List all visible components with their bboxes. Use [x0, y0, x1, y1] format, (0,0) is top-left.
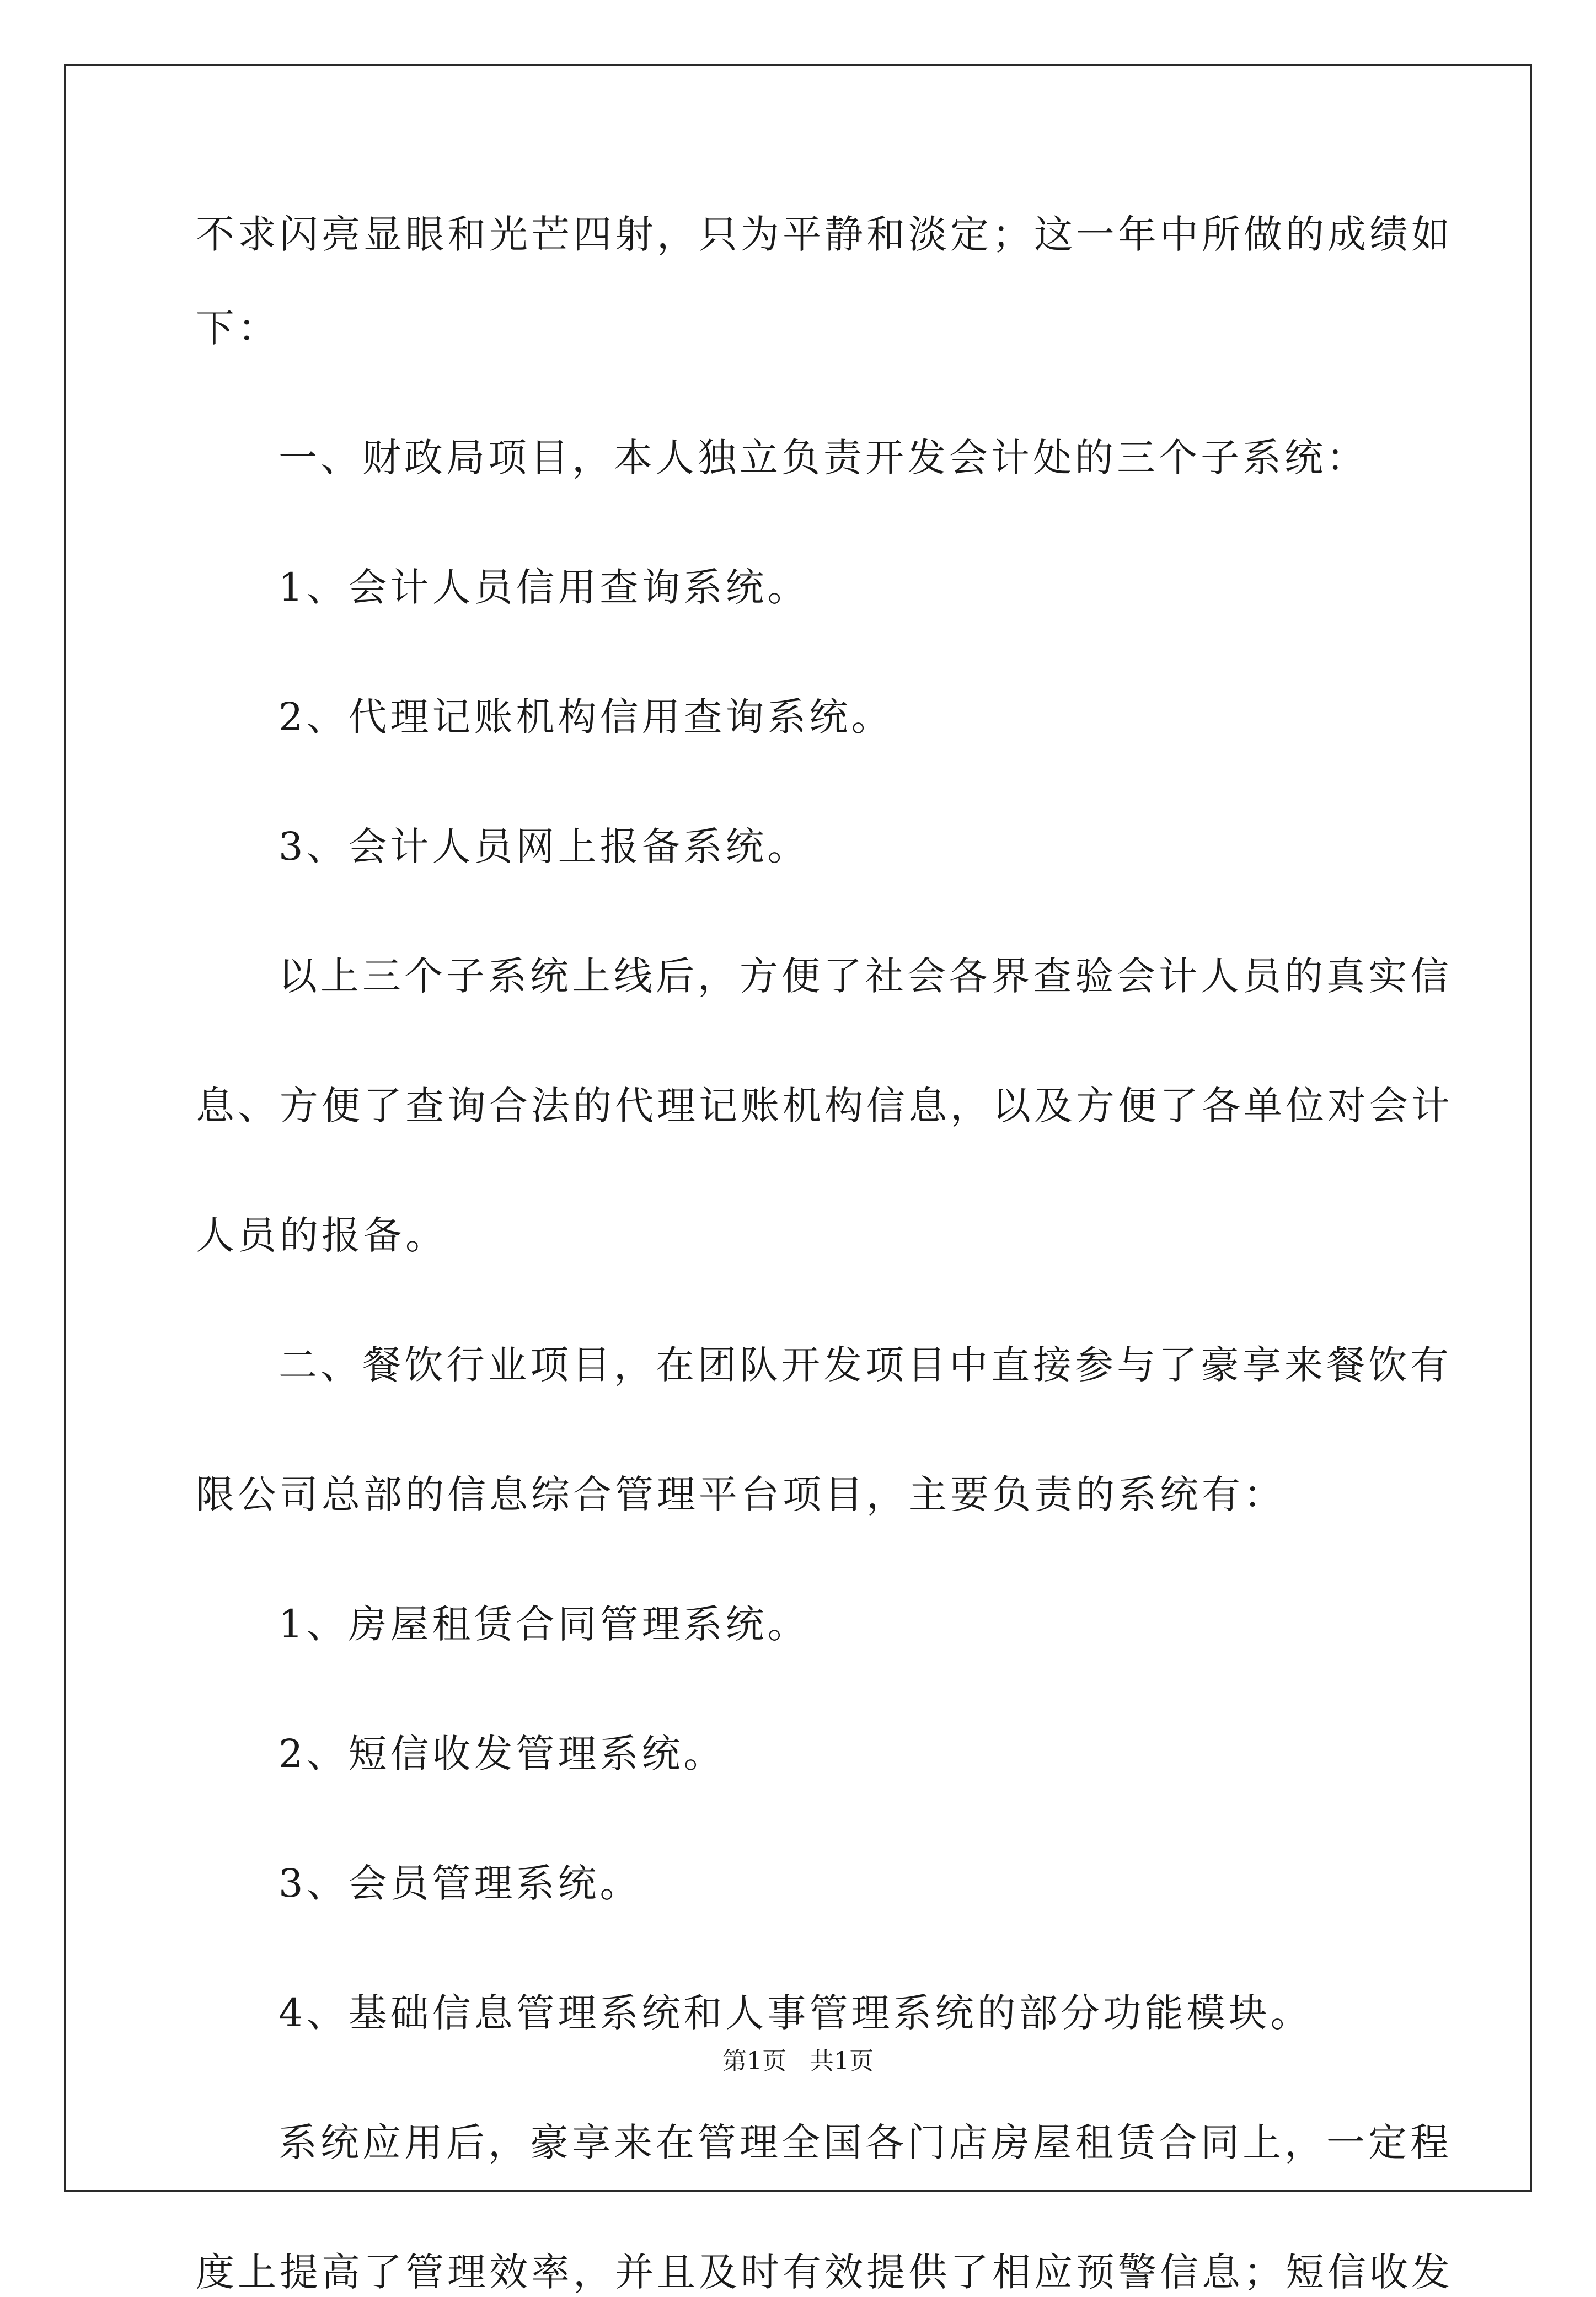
list-item: 1、房屋租赁合同管理系统。	[279, 1602, 810, 1647]
page-total: 共1页	[809, 2047, 874, 2075]
list-item: 1、会计人员信用查询系统。	[279, 565, 810, 610]
paragraph-line: 二、餐饮行业项目，在团队开发项目中直接参与了豪享来餐饮有	[279, 1342, 1452, 1388]
paragraph-line: 以上三个子系统上线后，方便了社会各界查验会计人员的真实信	[279, 954, 1452, 999]
page-number: 第1页	[722, 2047, 787, 2075]
list-item: 2、短信收发管理系统。	[279, 1731, 726, 1776]
list-item: 3、会计人员网上报备系统。	[279, 824, 810, 869]
paragraph-line: 下：	[196, 306, 280, 351]
paragraph-line: 限公司总部的信息综合管理平台项目，主要负责的系统有：	[196, 1472, 1286, 1517]
page-footer	[0, 2046, 1596, 2077]
list-item: 4、基础信息管理系统和人事管理系统的部分功能模块。	[279, 1990, 1313, 2036]
paragraph-line: 不求闪亮显眼和光芒四射，只为平静和淡定；这一年中所做的成绩如	[196, 212, 1453, 257]
paragraph-line: 一、财政局项目，本人独立负责开发会计处的三个子系统：	[279, 435, 1368, 480]
list-item: 2、代理记账机构信用查询系统。	[279, 694, 893, 740]
paragraph-line: 系统应用后，豪享来在管理全国各门店房屋租赁合同上，一定程	[279, 2120, 1452, 2165]
paragraph-line: 息、方便了查询合法的代理记账机构信息，以及方便了各单位对会计	[196, 1083, 1453, 1128]
paragraph-line: 度上提高了管理效率，并且及时有效提供了相应预警信息；短信收发	[196, 2250, 1453, 2295]
paragraph-line: 人员的报备。	[196, 1213, 447, 1258]
list-item: 3、会员管理系统。	[279, 1861, 642, 1906]
